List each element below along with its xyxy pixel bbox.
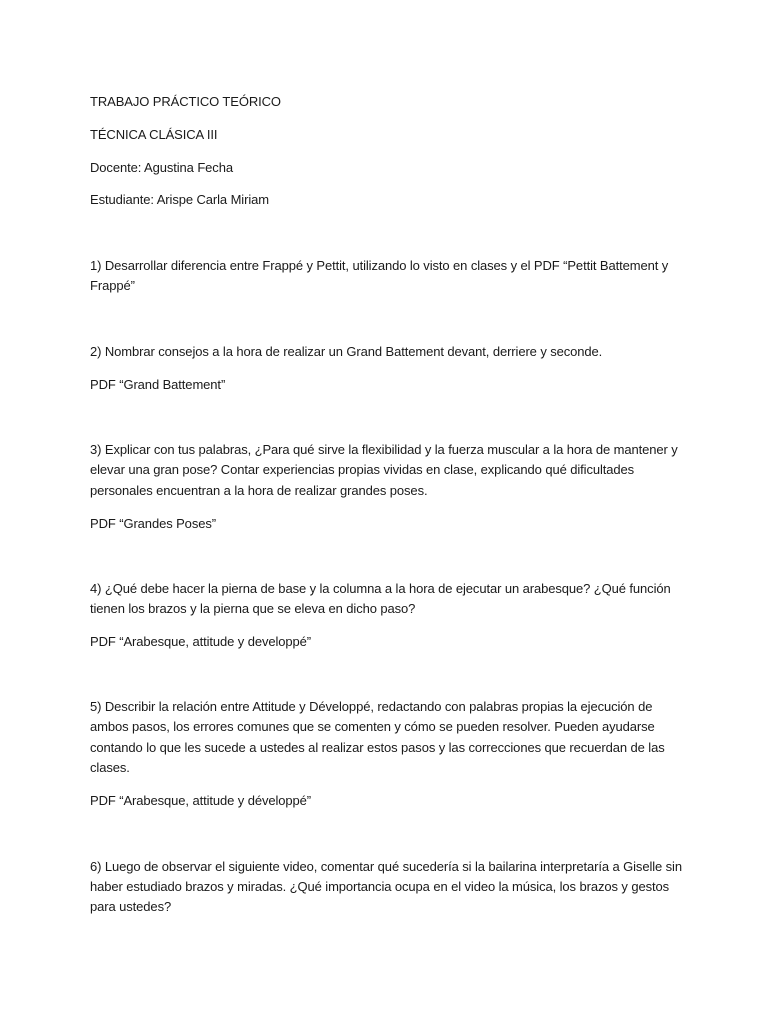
question-4-line-1: 4) ¿Qué debe hacer la pierna de base y la columna a la hora de ejecutar un arabesque? ¿Qué función (90, 581, 671, 596)
question-6-line-1: 6) Luego de observar el siguiente video, comentar qué sucedería si la bailarina interpretaría a Giselle sin (90, 859, 682, 874)
question-4-reference: PDF “Arabesque, attitude y developpé” (90, 634, 312, 649)
course-name: TÉCNICA CLÁSICA III (90, 127, 218, 142)
question-5-reference: PDF “Arabesque, attitude y développé” (90, 793, 312, 808)
question-5-line-2: ambos pasos, los errores comunes que se comenten y cómo se pueden resolver. Pueden ayudarse (90, 719, 655, 734)
question-3-line-2: elevar una gran pose? Contar experiencias propias vividas en clase, explicando qué dificultades (90, 462, 635, 477)
question-2-reference: PDF “Grand Battement” (90, 377, 226, 392)
question-3-line-3: personales encuentran a la hora de realizar grandes poses. (90, 483, 428, 498)
question-2-line-1: 2) Nombrar consejos a la hora de realizar un Grand Battement devant, derriere y seconde. (90, 344, 603, 359)
question-1-line-2: Frappé” (90, 278, 135, 293)
teacher-line: Docente: Agustina Fecha (90, 160, 233, 175)
question-3-reference: PDF “Grandes Poses” (90, 516, 216, 531)
question-6-line-3: para ustedes? (90, 899, 172, 914)
question-1-line-1: 1) Desarrollar diferencia entre Frappé y Pettit, utilizando lo visto en clases y el PDF “Pettit Battement y (90, 258, 669, 273)
question-5-line-1: 5) Describir la relación entre Attitude y Développé, redactando con palabras propias la ejecución de (90, 699, 653, 714)
question-4-line-2: tienen los brazos y la pierna que se eleva en dicho paso? (90, 601, 416, 616)
question-6-line-2: haber estudiado brazos y miradas. ¿Qué importancia ocupa en el video la música, los brazos y gestos (90, 879, 670, 894)
question-3-line-1: 3) Explicar con tus palabras, ¿Para qué sirve la flexibilidad y la fuerza muscular a la hora de mantener y (90, 442, 678, 457)
document-title: TRABAJO PRÁCTICO TEÓRICO (90, 94, 281, 109)
question-5-line-4: clases. (90, 760, 130, 775)
student-line: Estudiante: Arispe Carla Miriam (90, 192, 269, 207)
question-5-line-3: contando lo que les sucede a ustedes al realizar estos pasos y las correcciones que recuerdan de las (90, 740, 665, 755)
